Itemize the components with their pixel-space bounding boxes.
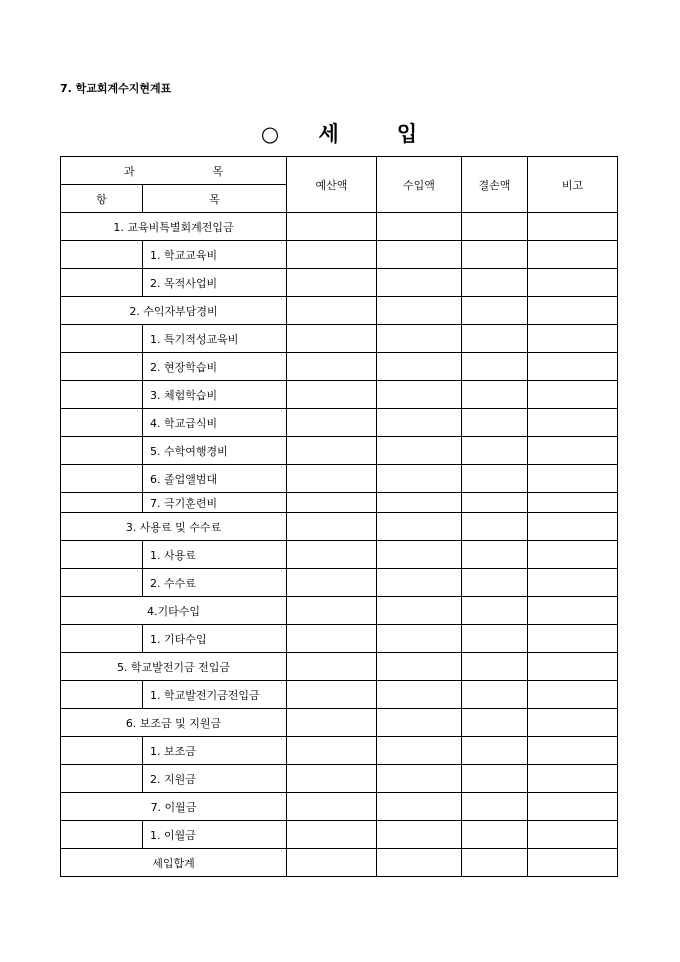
remarks-cell — [528, 569, 618, 597]
hang-cell — [61, 353, 143, 381]
hang-cell — [61, 681, 143, 709]
table-row-item — [61, 437, 618, 465]
group-label: 2. 수익자부담경비 — [61, 297, 287, 325]
income-cell — [377, 437, 462, 465]
header-gwamok — [61, 157, 287, 185]
header-remarks: 비고 — [528, 157, 618, 213]
hang-cell — [61, 625, 143, 653]
table-row-item — [61, 493, 618, 513]
item-label: 7. 극기훈련비 — [143, 493, 287, 513]
group-label: 1. 교육비특별회계전입금 — [61, 213, 287, 241]
budget-cell — [287, 325, 377, 353]
deficit-cell — [462, 625, 528, 653]
budget-cell — [287, 625, 377, 653]
item-label: 1. 특기적성교육비 — [143, 325, 287, 353]
hang-cell — [61, 737, 143, 765]
item-label: 1. 보조금 — [143, 737, 287, 765]
budget-cell — [287, 465, 377, 493]
deficit-cell — [462, 681, 528, 709]
budget-cell — [287, 793, 377, 821]
group-label: 6. 보조금 및 지원금 — [61, 709, 287, 737]
deficit-cell — [462, 269, 528, 297]
remarks-cell — [528, 513, 618, 541]
budget-cell — [287, 569, 377, 597]
hang-cell — [61, 569, 143, 597]
table-row-item — [61, 821, 618, 849]
table-row-item — [61, 465, 618, 493]
deficit-cell — [462, 297, 528, 325]
budget-cell — [287, 653, 377, 681]
deficit-cell — [462, 213, 528, 241]
table-row-group — [61, 213, 618, 241]
remarks-cell — [528, 849, 618, 877]
income-cell — [377, 597, 462, 625]
deficit-cell — [462, 325, 528, 353]
budget-cell — [287, 381, 377, 409]
table-row-item — [61, 409, 618, 437]
header-gwamok-right: 목 — [212, 164, 223, 178]
main-title — [0, 118, 680, 148]
income-cell — [377, 409, 462, 437]
table-row-group — [61, 513, 618, 541]
remarks-cell — [528, 821, 618, 849]
income-cell — [377, 765, 462, 793]
deficit-cell — [462, 653, 528, 681]
remarks-cell — [528, 709, 618, 737]
hang-cell — [61, 765, 143, 793]
deficit-cell — [462, 493, 528, 513]
remarks-cell — [528, 493, 618, 513]
item-label: 4. 학교급식비 — [143, 409, 287, 437]
remarks-cell — [528, 793, 618, 821]
deficit-cell — [462, 569, 528, 597]
remarks-cell — [528, 325, 618, 353]
deficit-cell — [462, 353, 528, 381]
header-income: 수입액 — [377, 157, 462, 213]
remarks-cell — [528, 213, 618, 241]
budget-cell — [287, 597, 377, 625]
budget-cell — [287, 409, 377, 437]
table-row-item — [61, 681, 618, 709]
income-cell — [377, 681, 462, 709]
header-row-1 — [61, 157, 618, 185]
budget-cell — [287, 213, 377, 241]
deficit-cell — [462, 597, 528, 625]
budget-cell — [287, 437, 377, 465]
income-cell — [377, 353, 462, 381]
revenue-table — [60, 156, 618, 877]
main-title-marker: ○ — [260, 122, 282, 146]
remarks-cell — [528, 465, 618, 493]
header-gwamok-left: 과 — [124, 164, 135, 178]
deficit-cell — [462, 821, 528, 849]
table-row-group — [61, 793, 618, 821]
budget-cell — [287, 269, 377, 297]
deficit-cell — [462, 849, 528, 877]
deficit-cell — [462, 409, 528, 437]
table-body — [61, 213, 618, 877]
income-cell — [377, 213, 462, 241]
hang-cell — [61, 541, 143, 569]
table-row-group — [61, 709, 618, 737]
table-row-item — [61, 353, 618, 381]
income-cell — [377, 381, 462, 409]
income-cell — [377, 625, 462, 653]
table-row-item — [61, 569, 618, 597]
hang-cell — [61, 409, 143, 437]
remarks-cell — [528, 297, 618, 325]
item-label: 5. 수학여행경비 — [143, 437, 287, 465]
remarks-cell — [528, 381, 618, 409]
budget-cell — [287, 541, 377, 569]
table-row-item — [61, 381, 618, 409]
remarks-cell — [528, 653, 618, 681]
income-cell — [377, 737, 462, 765]
remarks-cell — [528, 681, 618, 709]
header-deficit: 결손액 — [462, 157, 528, 213]
deficit-cell — [462, 541, 528, 569]
item-label: 2. 현장학습비 — [143, 353, 287, 381]
budget-cell — [287, 737, 377, 765]
group-label: 4.기타수입 — [61, 597, 287, 625]
income-cell — [377, 541, 462, 569]
deficit-cell — [462, 241, 528, 269]
remarks-cell — [528, 353, 618, 381]
hang-cell — [61, 437, 143, 465]
item-label: 1. 이월금 — [143, 821, 287, 849]
hang-cell — [61, 325, 143, 353]
remarks-cell — [528, 541, 618, 569]
deficit-cell — [462, 513, 528, 541]
table-row-item — [61, 325, 618, 353]
table-row-group — [61, 653, 618, 681]
table-row-item — [61, 625, 618, 653]
main-title-word2: 입 — [396, 122, 420, 146]
deficit-cell — [462, 465, 528, 493]
income-cell — [377, 241, 462, 269]
table-row-group — [61, 849, 618, 877]
header-hang: 항 — [61, 185, 143, 213]
deficit-cell — [462, 765, 528, 793]
table-row-item — [61, 765, 618, 793]
remarks-cell — [528, 765, 618, 793]
income-cell — [377, 269, 462, 297]
income-cell — [377, 465, 462, 493]
income-cell — [377, 653, 462, 681]
income-cell — [377, 569, 462, 597]
hang-cell — [61, 269, 143, 297]
table-row-group — [61, 597, 618, 625]
hang-cell — [61, 465, 143, 493]
header-budget: 예산액 — [287, 157, 377, 213]
remarks-cell — [528, 625, 618, 653]
deficit-cell — [462, 709, 528, 737]
item-label: 3. 체험학습비 — [143, 381, 287, 409]
group-label: 7. 이월금 — [61, 793, 287, 821]
income-cell — [377, 793, 462, 821]
income-cell — [377, 849, 462, 877]
deficit-cell — [462, 381, 528, 409]
table-row-item — [61, 241, 618, 269]
income-cell — [377, 513, 462, 541]
remarks-cell — [528, 437, 618, 465]
budget-cell — [287, 849, 377, 877]
main-title-word1: 세 — [318, 122, 341, 146]
budget-cell — [287, 513, 377, 541]
table-row-item — [61, 269, 618, 297]
income-cell — [377, 325, 462, 353]
remarks-cell — [528, 269, 618, 297]
remarks-cell — [528, 241, 618, 269]
budget-cell — [287, 353, 377, 381]
income-cell — [377, 709, 462, 737]
remarks-cell — [528, 409, 618, 437]
budget-cell — [287, 765, 377, 793]
budget-cell — [287, 681, 377, 709]
item-label: 2. 지원금 — [143, 765, 287, 793]
item-label: 2. 목적사업비 — [143, 269, 287, 297]
hang-cell — [61, 381, 143, 409]
table-row-group — [61, 297, 618, 325]
deficit-cell — [462, 793, 528, 821]
deficit-cell — [462, 737, 528, 765]
budget-cell — [287, 297, 377, 325]
header-mok: 목 — [143, 185, 287, 213]
item-label: 2. 수수료 — [143, 569, 287, 597]
group-label: 5. 학교발전기금 전입금 — [61, 653, 287, 681]
income-cell — [377, 821, 462, 849]
deficit-cell — [462, 437, 528, 465]
section-title: 7. 학교회계수지현계표 — [60, 82, 172, 95]
hang-cell — [61, 241, 143, 269]
group-label: 3. 사용료 및 수수료 — [61, 513, 287, 541]
budget-cell — [287, 709, 377, 737]
item-label: 1. 학교발전기금전입금 — [143, 681, 287, 709]
remarks-cell — [528, 737, 618, 765]
item-label: 1. 기타수입 — [143, 625, 287, 653]
budget-cell — [287, 493, 377, 513]
table-row-item — [61, 541, 618, 569]
item-label: 1. 사용료 — [143, 541, 287, 569]
remarks-cell — [528, 597, 618, 625]
group-label: 세입합계 — [61, 849, 287, 877]
budget-cell — [287, 821, 377, 849]
table-row-item — [61, 737, 618, 765]
income-cell — [377, 297, 462, 325]
budget-cell — [287, 241, 377, 269]
income-cell — [377, 493, 462, 513]
hang-cell — [61, 821, 143, 849]
hang-cell — [61, 493, 143, 513]
item-label: 1. 학교교육비 — [143, 241, 287, 269]
item-label: 6. 졸업앨범대 — [143, 465, 287, 493]
